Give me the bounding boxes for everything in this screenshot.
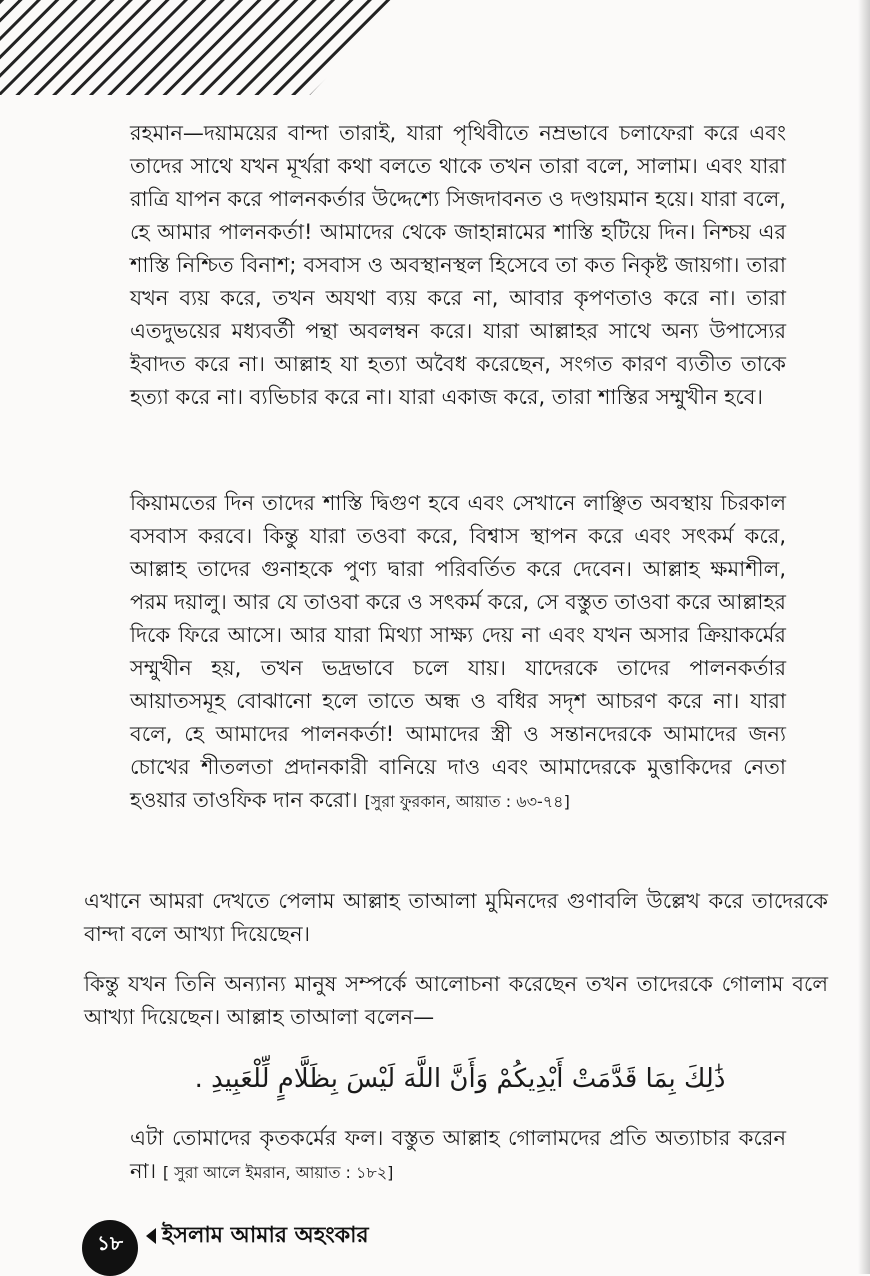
citation-surah-furqan: [সুরা ফুরকান, আয়াত : ৬৩-৭৪]	[364, 792, 570, 811]
passage-2-text: কিয়ামতের দিন তাদের শাস্তি দ্বিগুণ হবে এবং সেখানে লাঞ্ছিত অবস্থায় চিরকাল বসবাস করবে। কিন্তু যারা তওবা করে, বিশ্বাস স্থাপন করে এবং সৎকর্ম করে, আল্লাহ তাদের গুনাহকে পুণ্য দ্বারা পরিবর্তিত করে দেবেন। আল্লাহ ক্ষমাশীল, পরম দয়ালু। আর যে তাওবা করে ও সৎকর্ম করে, সে বস্তুত তাওবা করে আল্লাহর দিকে ফিরে আসে। আর যারা মিথ্যা সাক্ষ্য দেয় না এবং যখন অসার ক্রিয়াকর্মের সম্মুখীন হয়, তখন ভদ্রভাবে চলে যায়। যাদেরকে তাদের পালনকর্তার আয়াতসমূহ বোঝানো হলে তাতে অন্ধ ও বধির সদৃশ আচরণ করে না। যারা বলে, হে আমাদের পালনকর্তা! আমাদের স্ত্রী ও সন্তানদেরকে আমাদের জন্য চোখের শীতলতা প্রদানকারী বানিয়ে দাও এবং আমাদেরকে মুত্তাকিদের নেতা হওয়ার তাওফিক দান করো।	[130, 491, 786, 812]
arabic-verse: ذَٰلِكَ بِمَا قَدَّمَتْ أَيْدِيكُمْ وَأَنَّ اللَّهَ لَيْسَ بِظَلَّامٍ لِّلْعَبِيدِ .	[194, 1064, 726, 1094]
page-edge-shadow	[858, 0, 870, 1274]
paragraph-quran-passage-1: রহমান—দয়াময়ের বান্দা তারাই, যারা পৃথিবীতে নম্রভাবে চলাফেরা করে এবং তাদের সাথে যখন মূর্খরা কথা বলতে থাকে তখন তারা বলে, সালাম। এবং যারা রাত্রি যাপন করে পালনকর্তার উদ্দেশ্যে সিজদাবনত ও দণ্ডায়মান হয়ে। যারা বলে, হে আমার পালনকর্তা! আমাদের থেকে জাহান্নামের শাস্তি হটিয়ে দিন। নিশ্চয় এর শাস্তি নিশ্চিত বিনাশ; বসবাস ও অবস্থানস্থল হিসেবে তা কত নিকৃষ্ট জায়গা। তারা যখন ব্যয় করে, তখন অযথা ব্যয় করে না, আবার কৃপণতাও করে না। তারা এতদুভয়ের মধ্যবর্তী পন্থা অবলম্বন করে। যারা আল্লাহর সাথে অন্য উপাস্যের ইবাদত করে না। আল্লাহ যা হত্যা অবৈধ করেছেন, সংগত কারণ ব্যতীত তাকে হত্যা করে না। ব্যভিচার করে না। যারা একাজ করে, তারা শাস্তির সম্মুখীন হবে।	[130, 121, 786, 409]
footer-arrow-icon	[146, 1228, 156, 1244]
page-footer	[82, 1216, 442, 1274]
paragraph-verse-translation	[130, 1122, 786, 1189]
decorative-stripes	[0, 0, 400, 95]
paragraph-quran-passage-2	[130, 487, 786, 818]
paragraph-commentary-1: এখানে আমরা দেখতে পেলাম আল্লাহ তাআলা মুমিনদের গুণাবলি উল্লেখ করে তাদেরকে বান্দা বলে আখ্যা দিয়েছেন।	[84, 889, 828, 946]
book-title: ইসলাম আমার অহংকার	[162, 1223, 369, 1248]
citation-surah-imran: [ সুরা আলে ইমরান, আয়াত : ১৮২]	[162, 1163, 394, 1182]
translation-text: এটা তোমাদের কৃতকর্মের ফল। বস্তুত আল্লাহ গোলামদের প্রতি অত্যাচার করেন না।	[130, 1126, 786, 1183]
paragraph-commentary-2: কিন্তু যখন তিনি অন্যান্য মানুষ সম্পর্কে আলোচনা করেছেন তখন তাদেরকে গোলাম বলে আখ্যা দিয়েছেন। আল্লাহ তাআলা বলেন—	[84, 972, 828, 1029]
page-number: ১৮	[82, 1220, 138, 1276]
